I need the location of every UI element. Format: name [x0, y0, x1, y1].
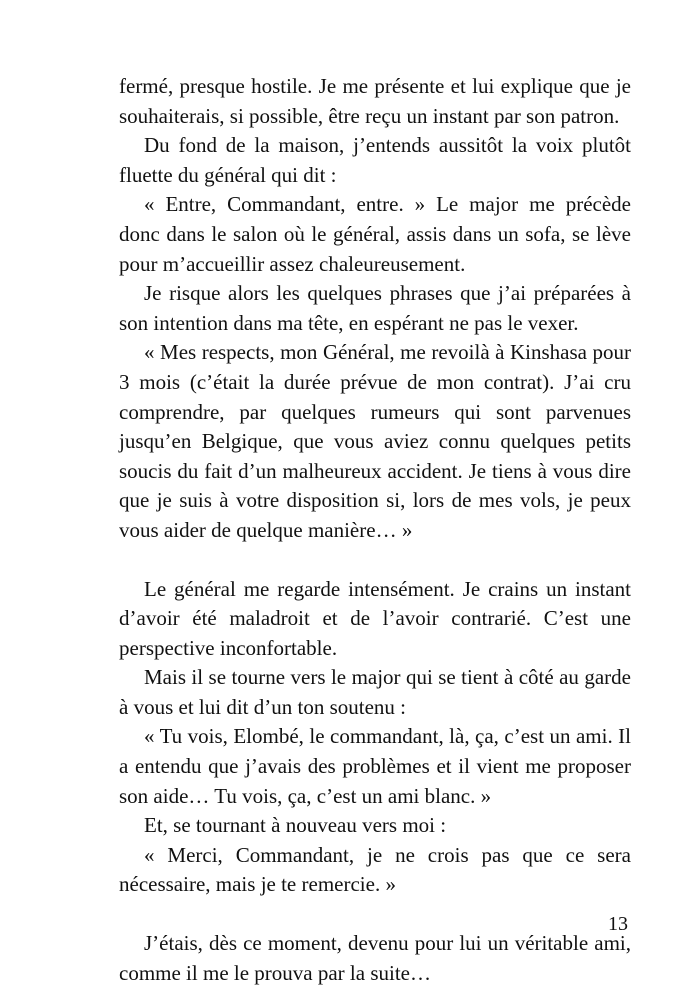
paragraph: « Merci, Commandant, je ne crois pas que ce sera nécessaire, mais je te remercie. » — [119, 842, 631, 897]
paragraph: « Entre, Commandant, entre. » Le major me précède donc dans le salon où le général, assis dans un sofa, se lève pour m’accueillir assez chaleureusement. — [119, 192, 631, 276]
section-gap — [119, 900, 631, 929]
paragraph: « Mes respects, mon Général, me revoilà à Kinshasa pour 3 mois (c’était la durée prévue de mon contrat). J’ai cru comprendre, par quelques rumeurs qui sont parvenues jusqu’en Belgique, que vous aviez connu quelques petits soucis du fait d’un malheureux accident. Je tiens à vous dire que je suis à votre disposition si, lors de mes vols, je peux vous aider de quelque manière… » — [119, 340, 631, 542]
page-number: 13 — [608, 913, 628, 935]
paragraph: Et, se tournant à nouveau vers moi : — [144, 813, 447, 838]
paragraph: Je risque alors les quelques phrases que j’ai préparées à son intention dans ma tête, en espérant ne pas le vexer. — [119, 281, 631, 335]
page-body — [119, 72, 631, 988]
paragraph: « Tu vois, Elombé, le commandant, là, ça, c’est un ami. Il a entendu que j’avais des problèmes et il vient me proposer son aide… Tu vois, ça, c’est un ami blanc. » — [119, 724, 631, 808]
paragraph: Du fond de la maison, j’entends aussitôt la voix plutôt fluette du général qui dit : — [119, 133, 631, 187]
paragraph: Le général me regarde intensément. Je crains un instant d’avoir été maladroit et de l’avoir contrarié. C’est une perspective inconfortable. — [119, 576, 631, 660]
paragraph: Mais il se tourne vers le major qui se tient à côté au garde à vous et lui dit d’un ton soutenu : — [119, 665, 631, 719]
section-gap — [119, 546, 631, 575]
paragraph: fermé, presque hostile. Je me présente et lui explique que je souhaiterais, si possible, être reçu un instant par son patron. — [119, 74, 631, 128]
paragraph: J’étais, dès ce moment, devenu pour lui un véritable ami, comme il me le prouva par la suite… — [119, 931, 631, 985]
